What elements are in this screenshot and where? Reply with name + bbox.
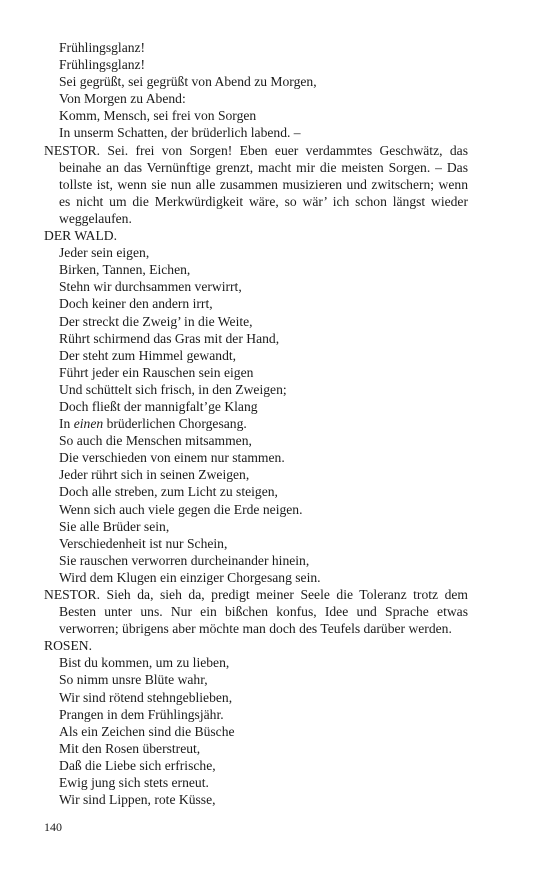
verse-line: Jeder sein eigen, (59, 245, 150, 261)
verse-line: So auch die Menschen mitsammen, (59, 433, 252, 449)
verse-line: Wird dem Klugen ein einziger Chorgesang sein. (59, 569, 321, 585)
verse-line: Prangen in dem Frühlingsjähr. (59, 706, 224, 722)
page-number: 140 (44, 820, 62, 834)
verse-line: Frühlingsglanz! (59, 57, 146, 73)
verse-line: Daß die Liebe sich erfrische, (59, 757, 216, 773)
verse-line: Wir sind rötend stehngeblieben, (59, 689, 233, 705)
verse-line: Wir sind Lippen, rote Küsse, (59, 792, 216, 808)
nestor-speech-1: NESTOR. Sei. frei von Sorgen! Eben euer verdammtes Geschwätz, das beinahe an das Vernünftige grenzt, macht mir die meisten Sorgen. – Das tollste ist, wenn sie nun alle zusammen musizieren und zwitschern; wenn es nicht um die Merkwürdigkeit wäre, so wär’ ich schon längst wieder weggelaufen. (44, 142, 468, 226)
verse-line-einen (44, 415, 468, 432)
nestor-speech-2: NESTOR. Sieh da, sieh da, predigt meiner Seele die Toleranz trotz dem Besten unter uns. Nur ein bißchen konfus, Idee und Sprache etwas verworren; übrigens aber möchte man doch des Teufels darüber werden. (44, 587, 468, 637)
verse-line: Doch keiner den andern irrt, (59, 296, 213, 312)
verse-line: Ewig jung sich stets erneut. (59, 775, 209, 791)
verse-line: Doch alle streben, zum Licht zu steigen, (59, 484, 278, 500)
verse-line: Bist du kommen, um zu lieben, (59, 655, 230, 671)
speaker-rosen: ROSEN. (44, 638, 92, 654)
verse-block-2 (44, 244, 468, 586)
verse-line: In unserm Schatten, der brüderlich labend. – (59, 125, 301, 141)
verse-line: Als ein Zeichen sind die Büsche (59, 723, 235, 739)
verse-line: Stehn wir durchsammen verwirrt, (59, 279, 242, 295)
verse-text: In (59, 416, 74, 432)
verse-line: Doch fließt der mannigfalt’ge Klang (59, 398, 258, 414)
verse-block-1 (44, 39, 468, 142)
verse-line: Frühlingsglanz! (59, 40, 146, 55)
verse-line: Rührt schirmend das Gras mit der Hand, (59, 330, 280, 346)
emphasized-word: einen (73, 416, 104, 432)
verse-line: Wenn sich auch viele gegen die Erde neigen. (59, 501, 303, 517)
verse-line: Birken, Tannen, Eichen, (59, 262, 191, 278)
verse-line: Mit den Rosen überstreut, (59, 740, 201, 756)
verse-line: Sie rauschen verworren durcheinander hinein, (59, 552, 310, 568)
verse-line: Der streckt die Zweig’ in die Weite, (59, 313, 253, 329)
verse-line: Verschiedenheit ist nur Schein, (59, 535, 228, 551)
verse-line: Und schüttelt sich frisch, in den Zweigen; (59, 381, 287, 397)
book-page (44, 39, 468, 808)
verse-line: Sie alle Brüder sein, (59, 518, 170, 534)
verse-line: Der steht zum Himmel gewandt, (59, 347, 237, 363)
verse-line: Komm, Mensch, sei frei von Sorgen (59, 108, 257, 124)
verse-line: Die verschieden von einem nur stammen. (59, 450, 285, 466)
verse-line: Führt jeder ein Rauschen sein eigen (59, 364, 254, 380)
verse-line: Sei gegrüßt, sei gegrüßt von Abend zu Morgen, (59, 74, 317, 90)
verse-text: brüderlichen Chorgesang. (103, 416, 247, 432)
verse-block-3 (44, 654, 468, 808)
verse-line: Jeder rührt sich in seinen Zweigen, (59, 467, 250, 483)
verse-line: Von Morgen zu Abend: (59, 91, 186, 107)
verse-line: So nimm unsre Blüte wahr, (59, 672, 208, 688)
speaker-der-wald: DER WALD. (44, 228, 117, 244)
